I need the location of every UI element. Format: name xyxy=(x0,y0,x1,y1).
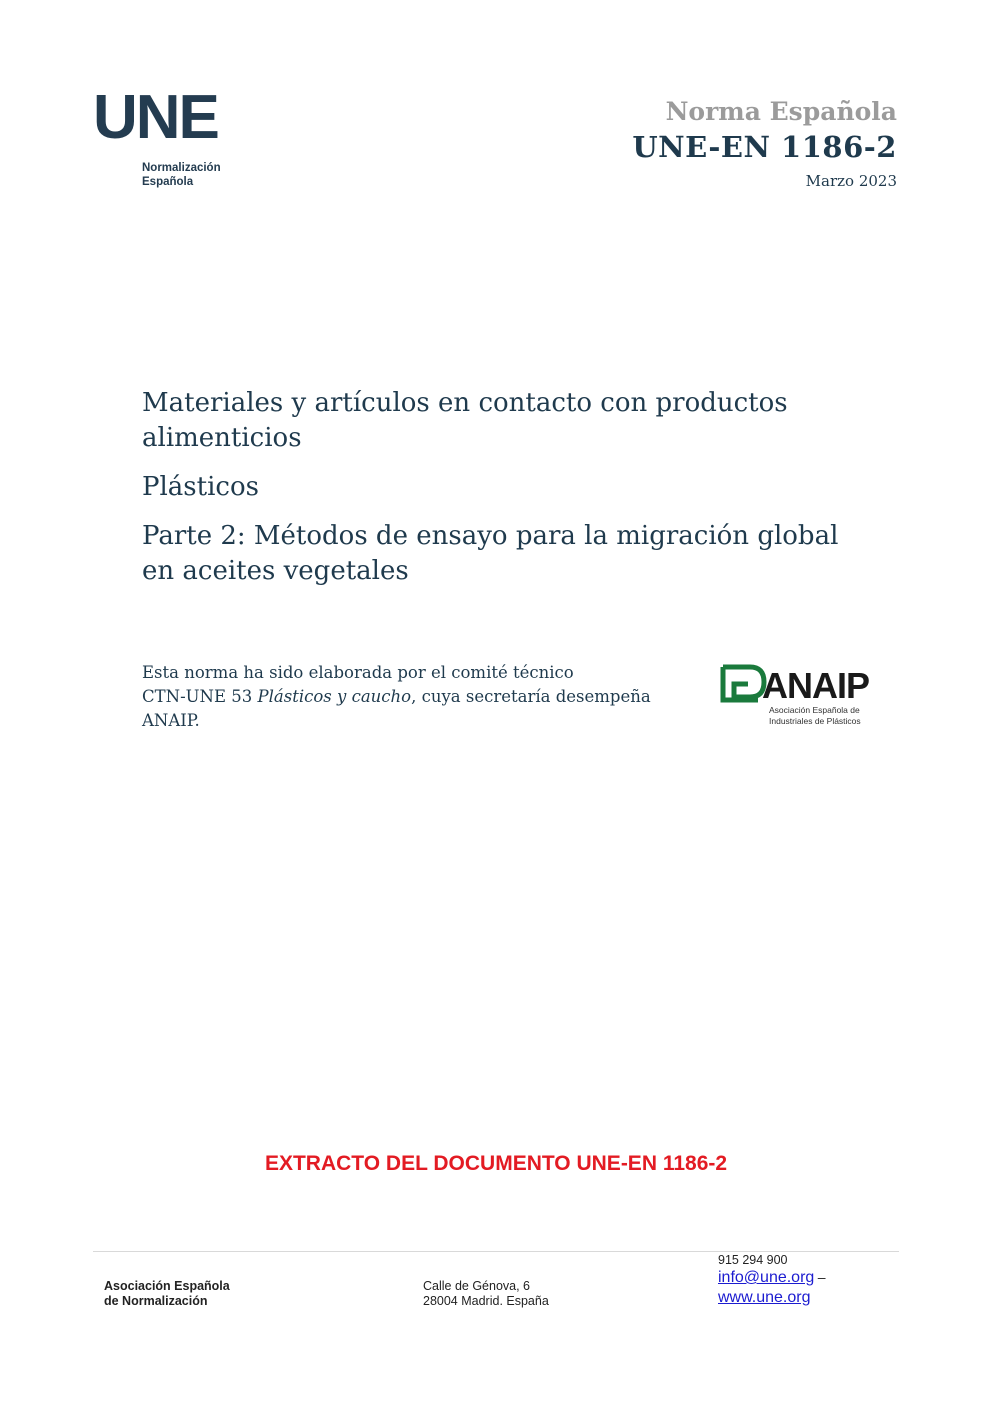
footer-address xyxy=(423,1279,549,1309)
document-title-line1: Materiales y artículos en contacto con productos xyxy=(142,388,788,418)
footer-email-link[interactable]: info@une.org xyxy=(718,1269,815,1286)
footer-contact xyxy=(718,1253,826,1308)
footer-org-line1: Asociación Española xyxy=(104,1279,230,1293)
extract-notice: EXTRACTO DEL DOCUMENTO UNE-EN 1186-2 xyxy=(264,1152,728,1175)
committee-code: CTN-UNE 53 xyxy=(142,687,258,706)
une-logo-word: UNE xyxy=(93,83,218,152)
committee-line2-suffix: , cuya secretaría desempeña xyxy=(411,687,651,706)
document-part-title-line2: en aceites vegetales xyxy=(142,556,409,586)
une-logo xyxy=(93,83,243,195)
footer-addr-line1: Calle de Génova, 6 xyxy=(423,1279,531,1293)
footer-phone: 915 294 900 xyxy=(718,1253,788,1267)
document-part-title-line1: Parte 2: Métodos de ensayo para la migración global xyxy=(142,521,839,551)
footer-email-row xyxy=(718,1268,826,1288)
footer-addr-line2: 28004 Madrid. España xyxy=(423,1294,549,1308)
anaip-tagline-line1: Asociación Española de xyxy=(769,705,860,715)
standard-header xyxy=(632,96,897,192)
document-subtitle: Plásticos xyxy=(142,472,259,502)
standard-code: UNE-EN 1186-2 xyxy=(632,130,897,164)
norma-label: Norma Española xyxy=(665,97,897,126)
une-logo-subtitle-line1: Normalización xyxy=(142,162,221,174)
une-logo-subtitle-line2: Española xyxy=(142,176,194,188)
committee-name: Plásticos y caucho xyxy=(257,687,412,706)
anaip-logo xyxy=(720,662,870,732)
publication-date: Marzo 2023 xyxy=(805,172,897,190)
anaip-logo-word: ANAIP xyxy=(762,665,870,706)
une-logo-subtitle xyxy=(142,161,221,189)
committee-note xyxy=(142,661,682,733)
footer-org-line2: de Normalización xyxy=(104,1294,208,1308)
footer-separator: – xyxy=(817,1269,826,1285)
committee-line1: Esta norma ha sido elaborada por el comité técnico xyxy=(142,663,574,682)
anaip-logo-graphic xyxy=(720,662,870,732)
document-title xyxy=(142,386,842,456)
footer-divider xyxy=(93,1251,899,1252)
anaip-tagline-line2: Industriales de Plásticos xyxy=(769,716,861,726)
document-title-line2: alimenticios xyxy=(142,423,302,453)
committee-line2 xyxy=(142,685,682,709)
committee-line3: ANAIP. xyxy=(142,711,200,730)
footer-organization xyxy=(104,1279,230,1309)
footer-web-link[interactable]: www.une.org xyxy=(718,1289,811,1306)
document-part-title xyxy=(142,519,842,589)
